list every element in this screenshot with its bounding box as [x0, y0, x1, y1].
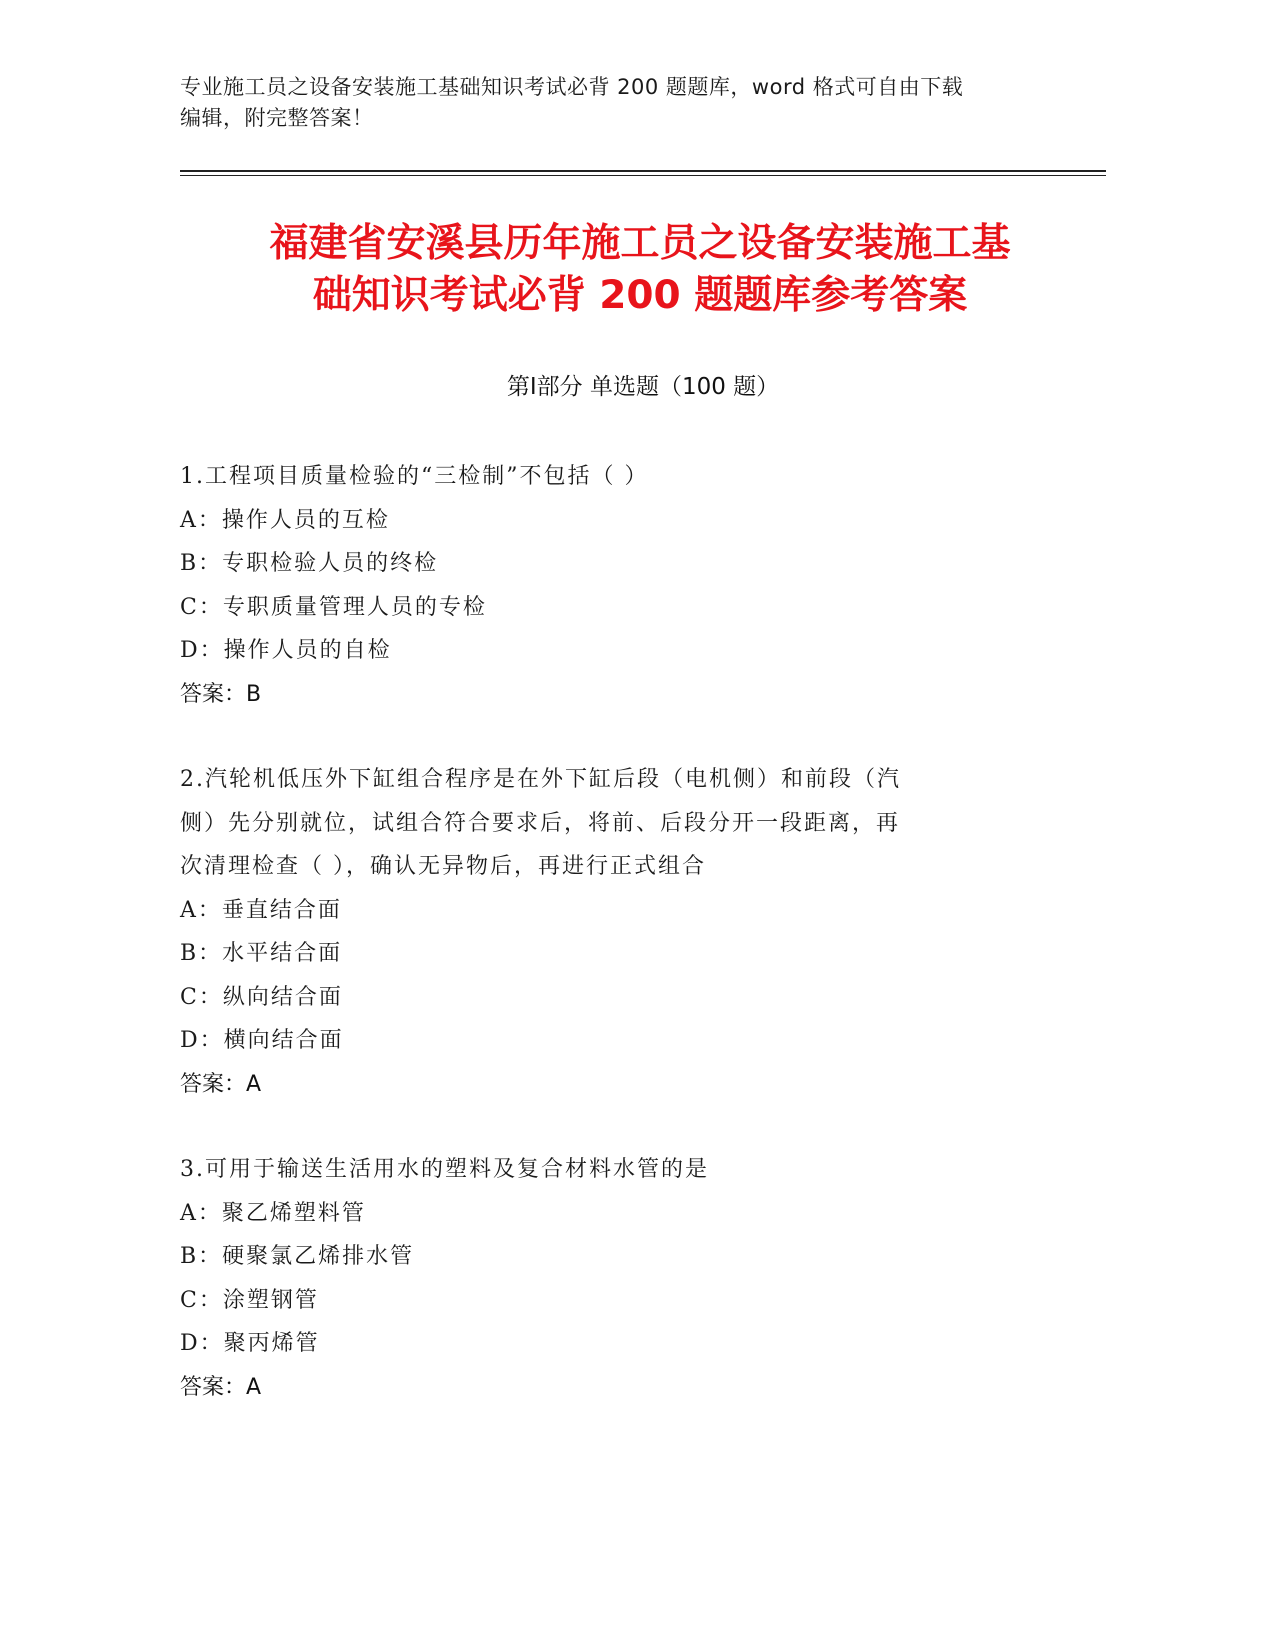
- option-b: B：专职检验人员的终检: [180, 551, 439, 576]
- document-title: [160, 218, 1120, 322]
- question-3: [180, 1148, 1040, 1409]
- question-stem-line-3: 次清理检查（ ），确认无异物后，再进行正式组合: [180, 854, 706, 879]
- option-a: A：聚乙烯塑料管: [180, 1200, 366, 1226]
- option-c: C：涂塑钢管: [180, 1287, 319, 1313]
- document-title-line-2: 础知识考试必背 200 题题库参考答案: [312, 273, 968, 318]
- option-b: B：硬聚氯乙烯排水管: [180, 1244, 415, 1269]
- document-title-line-1: 福建省安溪县历年施工员之设备安装施工基: [269, 221, 1011, 266]
- question-list: [180, 455, 1040, 1451]
- question-2: [180, 758, 1040, 1106]
- option-a: A：垂直结合面: [180, 897, 342, 923]
- option-b: B：水平结合面: [180, 941, 343, 966]
- section-heading: 第Ⅰ部分 单选题（100 题）: [506, 374, 780, 400]
- question-1: [180, 455, 1040, 716]
- option-d: D：聚丙烯管: [180, 1331, 320, 1356]
- header-note-line-1: 专业施工员之设备安装施工基础知识考试必背 200 题题库，word 格式可自由下载: [180, 75, 964, 99]
- header-note: [180, 72, 1060, 134]
- option-a: A：操作人员的互检: [180, 507, 390, 533]
- question-stem: 3.可用于输送生活用水的塑料及复合材料水管的是: [180, 1157, 709, 1182]
- answer: 答案：B: [180, 681, 262, 707]
- question-stem-line-1: 2.汽轮机低压外下缸组合程序是在外下缸后段（电机侧）和前段（汽: [180, 767, 901, 792]
- header-rule-thin: [180, 175, 1106, 176]
- option-c: C：纵向结合面: [180, 984, 343, 1010]
- question-stem-line-2: 侧）先分别就位，试组合符合要求后，将前、后段分开一段距离，再: [180, 810, 901, 836]
- question-stem: 1.工程项目质量检验的“三检制”不包括（ ）: [180, 464, 649, 489]
- header-rule-thick: [180, 170, 1106, 172]
- option-d: D：横向结合面: [180, 1028, 344, 1053]
- option-d: D：操作人员的自检: [180, 638, 392, 663]
- header-note-line-2: 编辑，附完整答案！: [180, 106, 374, 130]
- option-c: C：专职质量管理人员的专检: [180, 594, 487, 620]
- answer: 答案：A: [180, 1374, 262, 1400]
- answer: 答案：A: [180, 1071, 262, 1097]
